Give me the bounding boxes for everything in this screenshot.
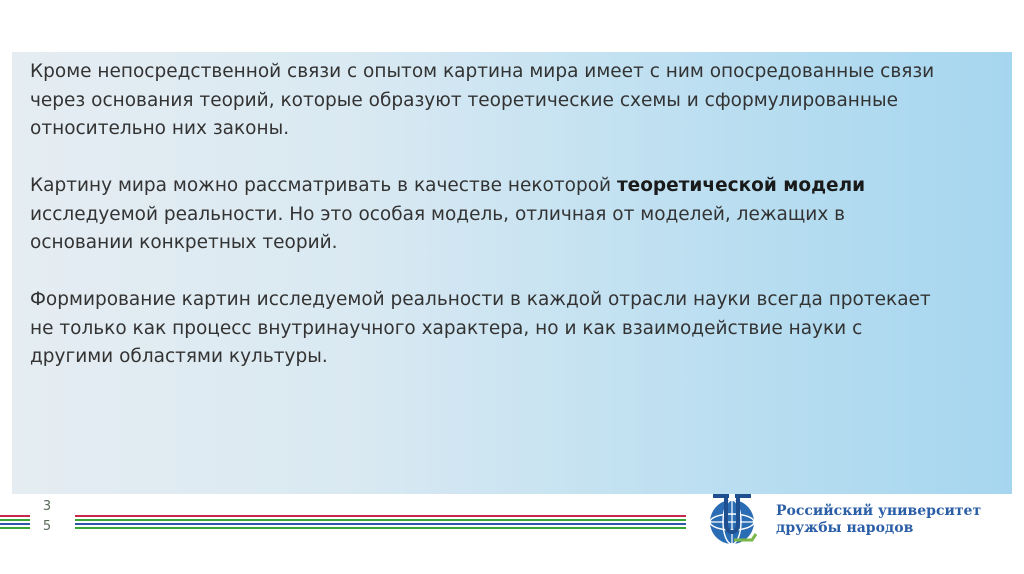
- stripe-blue-left: [0, 523, 30, 525]
- university-name: [776, 503, 981, 537]
- stripe-blue-right: [75, 523, 686, 525]
- paragraph-2-tail: исследуемой реальности. Но это особая модель, отличная от моделей, лежащих в основании конкретных теорий.: [30, 203, 846, 253]
- slide-number: [39, 497, 55, 537]
- stripe-green-left: [0, 519, 30, 521]
- stripe-red-right: [75, 515, 686, 517]
- university-name-line-2: дружбы народов: [776, 520, 914, 536]
- paragraph-1: Кроме непосредственной связи с опытом картина мира имеет с ним опосредованные связи через основания теорий, которые образуют теоретические схемы и сформулированные относительно них законы.: [30, 61, 935, 139]
- university-name-line-1: Российский университет: [776, 503, 982, 519]
- slide-number-digit-2: 5: [42, 519, 52, 534]
- stripe-red-left: [0, 515, 30, 517]
- university-emblem-icon: [704, 492, 766, 548]
- university-logo: [704, 492, 994, 548]
- slide-number-digit-1: 3: [42, 499, 52, 514]
- stripe-green-right: [75, 519, 686, 521]
- stripe-green2-left: [0, 527, 30, 529]
- paragraph-2-emphasis: теоретической модели: [616, 175, 866, 196]
- paragraph-3: Формирование картин исследуемой реальности в каждой отрасли науки всегда протекает не только как процесс внутринаучного характера, но и как взаимодействие науки с другими областями культуры.: [30, 289, 931, 367]
- stripe-green2-right: [75, 527, 686, 529]
- paragraph-2: [30, 172, 950, 258]
- paragraph-2-lead: Картину мира можно рассматривать в качестве некоторой: [30, 175, 617, 196]
- decorative-stripes: [0, 515, 686, 529]
- slide-body-text: [30, 58, 950, 400]
